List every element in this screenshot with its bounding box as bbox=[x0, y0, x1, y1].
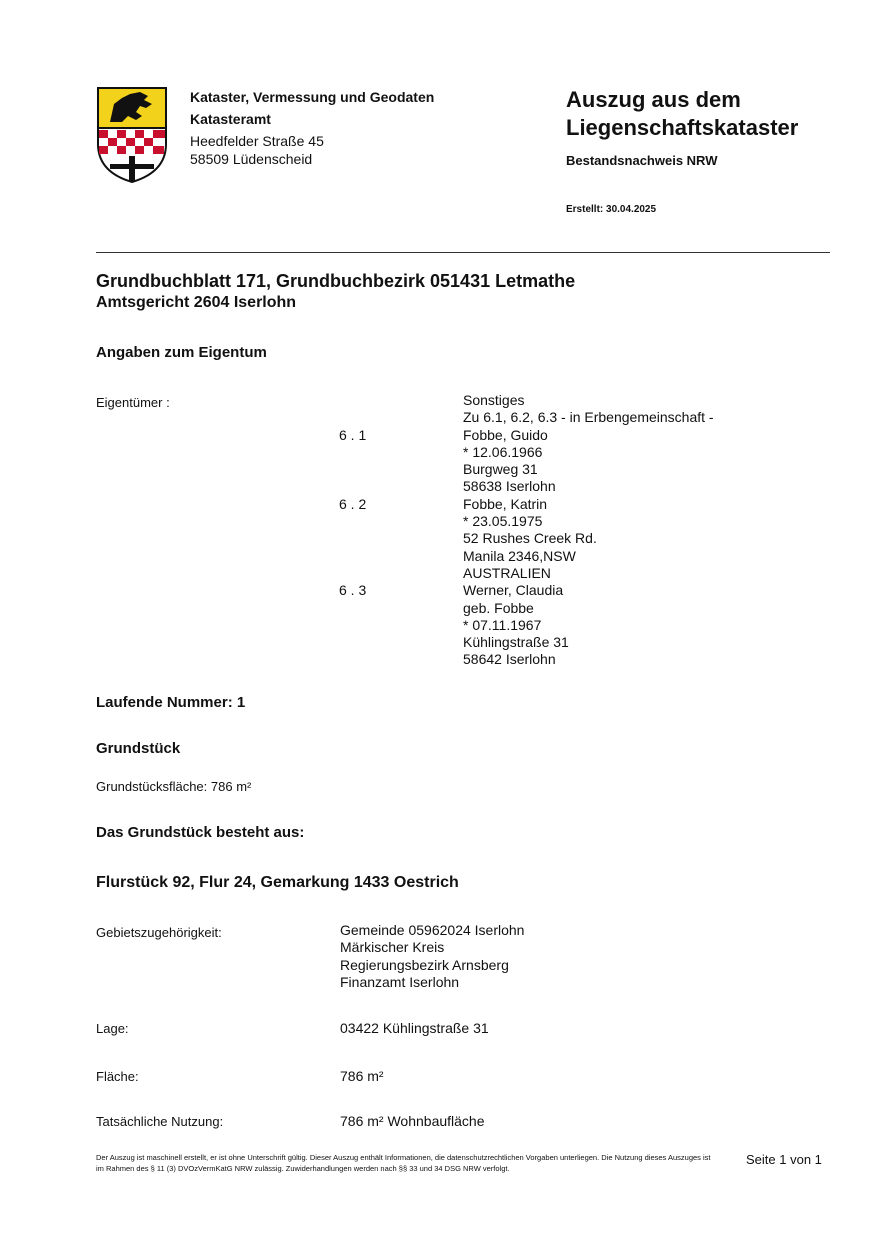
owner-share-number bbox=[339, 409, 463, 426]
coat-of-arms-logo bbox=[96, 86, 168, 184]
owner-line-text: 58638 Iserlohn bbox=[463, 478, 556, 495]
owner-line-text: Zu 6.1, 6.2, 6.3 - in Erbengemeinschaft - bbox=[463, 409, 714, 426]
usage-value: 786 m² Wohnbaufläche bbox=[340, 1113, 485, 1129]
header-divider bbox=[96, 252, 830, 253]
document-title bbox=[566, 86, 798, 142]
owner-line bbox=[339, 513, 714, 530]
area-label: Fläche: bbox=[96, 1069, 139, 1084]
owner-line-text: Fobbe, Guido bbox=[463, 426, 548, 443]
plot-heading: Grundstück bbox=[96, 740, 181, 757]
owner-line-text: AUSTRALIEN bbox=[463, 564, 551, 581]
owner-line bbox=[339, 617, 714, 634]
owner-line-text: Manila 2346,NSW bbox=[463, 547, 576, 564]
territory-label: Gebietszugehörigkeit: bbox=[96, 925, 222, 940]
document-title-line2: Liegenschaftskataster bbox=[566, 115, 799, 140]
owner-line bbox=[339, 478, 714, 495]
owner-line-text: Sonstiges bbox=[463, 392, 525, 408]
owner-share-number bbox=[339, 617, 463, 634]
owner-line bbox=[339, 444, 714, 461]
owner-line bbox=[339, 461, 714, 478]
owner-share-number: 6 . 1 bbox=[339, 426, 367, 443]
territory-line: Regierungsbezirk Arnsberg bbox=[340, 956, 509, 973]
location-label: Lage: bbox=[96, 1021, 129, 1036]
owner-share-number bbox=[339, 600, 463, 617]
owner-share-number bbox=[339, 478, 463, 495]
owner-line-text: Fobbe, Katrin bbox=[463, 495, 548, 512]
owner-line-text: Burgweg 31 bbox=[463, 461, 538, 478]
owner-share-number bbox=[339, 392, 463, 409]
document-title-line1: Auszug aus dem bbox=[566, 87, 741, 112]
owner-share-number bbox=[339, 530, 463, 547]
owner-share-number bbox=[339, 513, 463, 530]
owner-share-number bbox=[339, 444, 463, 461]
court-name: Amtsgericht 2604 Iserlohn bbox=[96, 294, 297, 311]
authority-name: Kataster, Vermessung und Geodaten bbox=[190, 89, 435, 105]
owner-share-number bbox=[339, 634, 463, 651]
owner-line-text: Werner, Claudia bbox=[463, 582, 564, 599]
owner-share-number bbox=[339, 651, 463, 668]
owner-label: Eigentümer : bbox=[96, 395, 170, 410]
owner-share-number: 6 . 2 bbox=[339, 495, 367, 512]
plot-area: Grundstücksfläche: 786 m² bbox=[96, 779, 252, 794]
owner-line-text: * 07.11.1967 bbox=[463, 616, 542, 633]
running-number: Laufende Nummer: 1 bbox=[96, 694, 246, 711]
owner-line-text: * 12.06.1966 bbox=[463, 443, 543, 460]
owner-line bbox=[339, 548, 714, 565]
authority-city: 58509 Lüdenscheid bbox=[190, 151, 313, 167]
owner-share-number: 6 . 3 bbox=[339, 582, 367, 599]
usage-label: Tatsächliche Nutzung: bbox=[96, 1114, 224, 1129]
authority-address bbox=[190, 86, 434, 170]
owner-line bbox=[339, 530, 714, 547]
territory-line: Märkischer Kreis bbox=[340, 939, 445, 956]
owner-line bbox=[339, 409, 714, 426]
location-value: 03422 Kühlingstraße 31 bbox=[340, 1020, 489, 1036]
owner-list bbox=[339, 392, 714, 669]
owner-line bbox=[339, 565, 714, 582]
owner-line bbox=[339, 496, 714, 513]
owner-line bbox=[339, 392, 714, 409]
owner-line bbox=[339, 634, 714, 651]
authority-office: Katasteramt bbox=[190, 111, 271, 127]
owner-line bbox=[339, 651, 714, 668]
ownership-heading: Angaben zum Eigentum bbox=[96, 344, 267, 361]
owner-share-number bbox=[339, 461, 463, 478]
page-number: Seite 1 von 1 bbox=[746, 1152, 822, 1167]
territory-values bbox=[340, 922, 524, 991]
grundbuch-title: Grundbuchblatt 171, Grundbuchbezirk 051431 Letmathe bbox=[96, 271, 576, 291]
territory-line: Finanzamt Iserlohn bbox=[340, 973, 460, 990]
authority-street: Heedfelder Straße 45 bbox=[190, 133, 324, 149]
owner-line bbox=[339, 427, 714, 444]
owner-line-text: Kühlingstraße 31 bbox=[463, 634, 569, 651]
owner-line-text: 52 Rushes Creek Rd. bbox=[463, 530, 597, 547]
owner-line bbox=[339, 600, 714, 617]
footer-disclaimer: Der Auszug ist maschinell erstellt, er ist ohne Unterschrift gültig. Dieser Auszug enthält Informationen, die datenschutzrechtlichen Vorgaben unterliegen. Die Nutzung dieses Auszuges ist im Rahmen des § 11 (3) DVOzVermKatG NRW zulässig. Zuwiderhandlungen werden nach §§ 33 und 34 DSG NRW verfolgt. bbox=[96, 1153, 711, 1173]
area-value: 786 m² bbox=[340, 1068, 384, 1084]
owner-line-text: geb. Fobbe bbox=[463, 599, 534, 616]
creation-date: Erstellt: 30.04.2025 bbox=[566, 204, 657, 215]
owner-share-number bbox=[339, 565, 463, 582]
document-subtitle: Bestandsnachweis NRW bbox=[566, 153, 718, 168]
owner-line-text: * 23.05.1975 bbox=[463, 513, 543, 530]
owner-line-text: 58642 Iserlohn bbox=[463, 651, 556, 668]
owner-line bbox=[339, 582, 714, 599]
plot-composition-heading: Das Grundstück besteht aus: bbox=[96, 824, 305, 841]
owner-share-number bbox=[339, 548, 463, 565]
parcel-title: Flurstück 92, Flur 24, Gemarkung 1433 Oestrich bbox=[96, 874, 459, 891]
territory-line: Gemeinde 05962024 Iserlohn bbox=[340, 922, 525, 938]
